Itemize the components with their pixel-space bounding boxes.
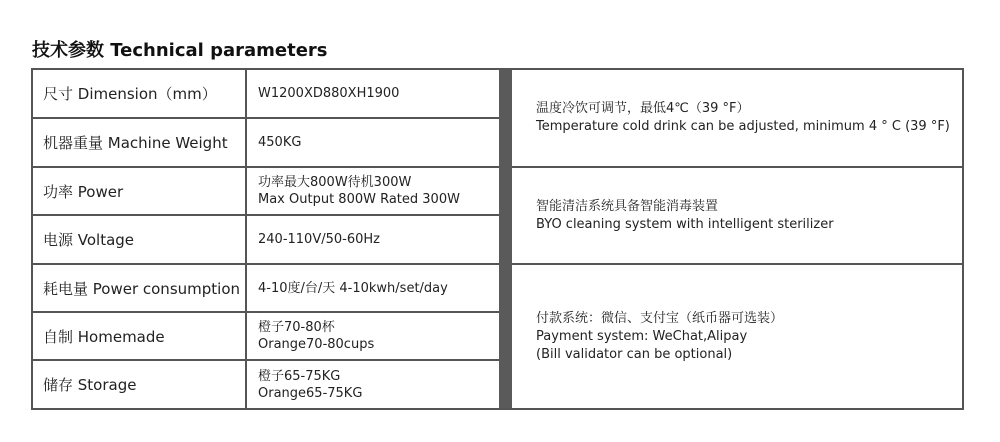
- value-line: 4-10度/台/天 4-10kwh/set/day: [258, 280, 448, 296]
- row-machine-weight: [33, 119, 499, 168]
- parameter-rows: [33, 70, 499, 408]
- note-line: (Bill validator can be optional): [536, 346, 733, 362]
- row-value: [247, 313, 499, 359]
- row-homemade: [33, 313, 499, 361]
- row-value: [247, 265, 499, 311]
- parameters-table: [31, 68, 964, 410]
- note-line: Temperature cold drink can be adjusted, minimum 4 ° C (39 °F): [536, 119, 950, 134]
- note-line: 温度冷饮可调节，最低4℃（39 °F）: [536, 101, 750, 116]
- note-payment: [512, 265, 962, 408]
- value-line: 橙子70-80杯: [258, 320, 335, 335]
- row-value: [247, 216, 499, 263]
- note-line: 付款系统：微信、支付宝（纸币器可选装）: [536, 310, 784, 326]
- row-label: 尺寸 Dimension（mm）: [33, 70, 247, 117]
- note-line: BYO cleaning system with intelligent sterilizer: [536, 216, 834, 232]
- row-value: [247, 361, 499, 408]
- row-value: [247, 119, 499, 166]
- row-voltage: [33, 216, 499, 265]
- row-dimension: [33, 70, 499, 119]
- value-line: 450KG: [258, 135, 302, 150]
- value-line: 240-110V/50-60Hz: [258, 232, 380, 247]
- row-label: 功率 Power: [33, 168, 247, 214]
- row-storage: [33, 361, 499, 408]
- row-label: 电源 Voltage: [33, 216, 247, 263]
- value-line: 橙子65-75KG: [258, 368, 341, 384]
- page-title: 技术参数 Technical parameters: [32, 40, 328, 61]
- value-line: W1200XD880XH1900: [258, 86, 400, 101]
- row-power: [33, 168, 499, 216]
- value-line: Max Output 800W Rated 300W: [258, 192, 460, 207]
- row-label: 机器重量 Machine Weight: [33, 119, 247, 166]
- value-line: Orange70-80cups: [258, 337, 375, 352]
- note-line: 智能清洁系统具备智能消毒装置: [536, 198, 719, 214]
- row-label: 自制 Homemade: [33, 313, 247, 359]
- row-power-consumption: [33, 265, 499, 313]
- column-divider: [499, 70, 512, 408]
- note-line: Payment system: WeChat,Alipay: [536, 328, 748, 344]
- feature-notes: [512, 70, 962, 408]
- row-value: [247, 70, 499, 117]
- value-line: Orange65-75KG: [258, 385, 363, 401]
- note-temperature: [512, 70, 962, 168]
- note-cleaning: [512, 168, 962, 265]
- row-label: 耗电量 Power consumption: [33, 265, 247, 311]
- value-line: 功率最大800W待机300W: [258, 175, 412, 190]
- row-label: 储存 Storage: [33, 361, 247, 408]
- row-value: [247, 168, 499, 214]
